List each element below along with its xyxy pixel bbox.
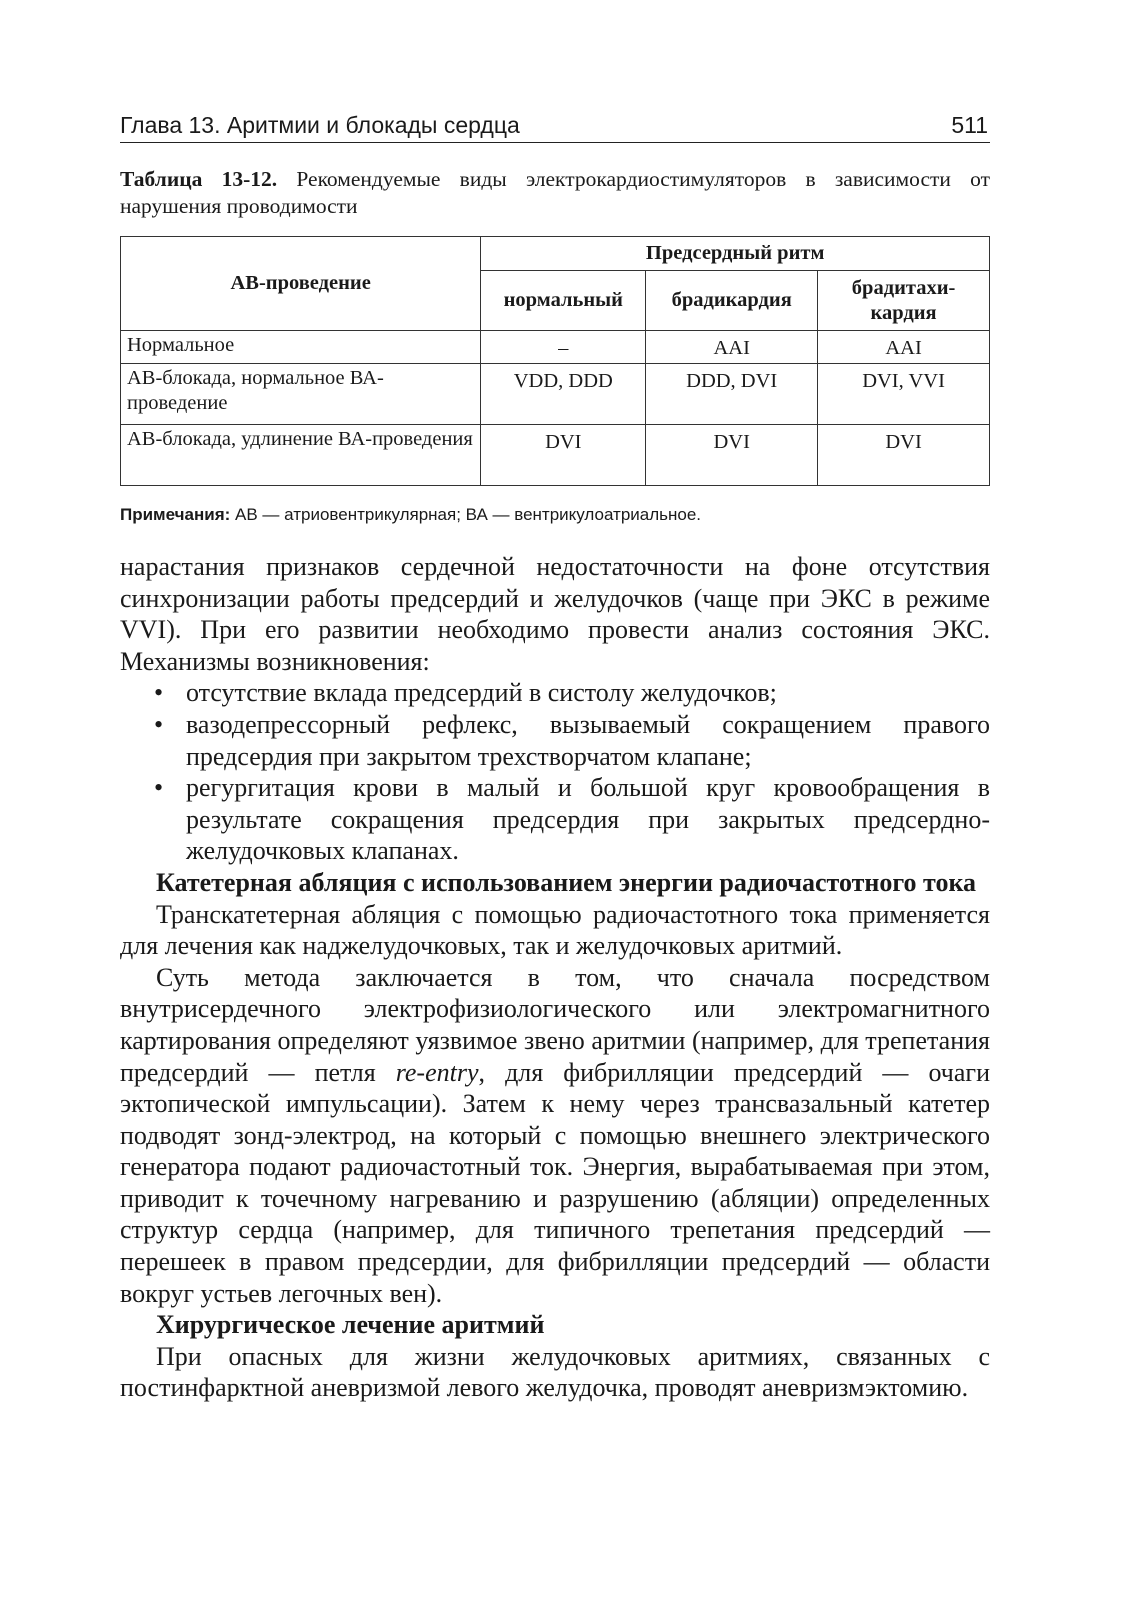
table-cell: –: [481, 331, 646, 364]
table-row: [121, 331, 990, 364]
table-cell: DVI, VVI: [818, 364, 990, 425]
list-item: [120, 772, 990, 867]
section-heading-ablation: Катетерная абляция с использованием энергии радиочастотного тока: [156, 867, 977, 897]
paragraph: нарастания признаков сердечной недостаточности на фоне отсутствия синхронизации работы предсердий и желудочков (чаще при ЭКС в режиме VVI). При его развитии необходимо провести анализ состояния ЭКС. Механизмы возникновения:: [120, 552, 990, 676]
notes-text: АВ — атриовентрикулярная; ВА — вентрикулоатриальное.: [230, 505, 702, 524]
section-heading-surgery: Хирургическое лечение аритмий: [156, 1310, 545, 1340]
bullet-icon: •: [154, 678, 164, 708]
row-label: АВ-блокада, нормальное ВА-проведение: [121, 364, 481, 425]
table-caption: [120, 166, 990, 220]
table-cell: AAI: [646, 331, 818, 364]
bullet-icon: •: [154, 709, 164, 739]
table-row: [121, 364, 990, 425]
notes-label: Примечания:: [120, 505, 231, 524]
col-av-header: АВ-проведение: [121, 237, 481, 331]
paragraph: Транскатетерная абляция с помощью радиочастотного тока применяется для лечения как наджелудочковых, так и желудочковых аритмий.: [120, 899, 990, 961]
list-item-text: вазодепрессорный рефлекс, вызываемый сокращением правого предсердия при закрытом трехстворчатом клапане;: [186, 709, 990, 771]
table-cell: DVI: [481, 425, 646, 486]
table-notes: [120, 505, 990, 525]
list-item-text: регургитация крови в малый и большой круг кровообращения в результате сокращения предсердия при закрытых предсердно-желудочковых клапанах.: [186, 773, 990, 866]
body-text: [120, 551, 990, 1404]
list-item: [120, 677, 990, 709]
table-header-row: [121, 237, 990, 271]
subcol-bradycardia: брадикардия: [646, 271, 818, 331]
paragraph: [120, 962, 990, 1310]
row-label: Нормальное: [121, 331, 481, 364]
subcol-bradytachycardia: брадитахи-кардия: [818, 271, 990, 331]
running-head: [120, 108, 990, 143]
table-caption-text: Рекомендуемые виды электрокардиостимуляторов в зависимости от нарушения проводимости: [120, 167, 990, 218]
list-item: [120, 709, 990, 772]
table-row: [121, 425, 990, 486]
table-cell: DVI: [646, 425, 818, 486]
table-caption-label: Таблица 13-12.: [120, 167, 278, 191]
table-cell: DDD, DVI: [646, 364, 818, 425]
row-label: АВ-блокада, удлинение ВА-проведения: [121, 425, 481, 486]
mechanism-list: [120, 677, 990, 867]
paragraph-text: , для фибрилляции предсердий — очаги эктопической импульсации). Затем к нему через трансвазальный катетер подводят зонд-электрод, на который с помощью внешнего электрического генератора подают радиочастотный ток. Энергия, вырабатываемая при этом, приводит к точечному нагреванию и разрушению (абляции) определенных структур сердца (например, для типичного трепетания предсердий — перешеек в правом предсердии, для фибрилляции предсердий — области вокруг устьев легочных вен).: [120, 1057, 990, 1308]
table-cell: DVI: [818, 425, 990, 486]
pacemaker-table: [120, 236, 990, 486]
italic-term: re-entry: [395, 1057, 479, 1087]
paragraph: При опасных для жизни желудочковых аритмиях, связанных с постинфарктной аневризмой левого желудочка, проводят аневризмэктомию.: [120, 1341, 990, 1403]
list-item-text: отсутствие вклада предсердий в систолу желудочков;: [186, 678, 777, 708]
subcol-normal: нормальный: [481, 271, 646, 331]
col-group-header: Предсердный ритм: [481, 237, 990, 271]
page-number: 511: [951, 112, 988, 138]
chapter-title: Глава 13. Аритмии и блокады сердца: [120, 112, 520, 138]
table-cell: AAI: [818, 331, 990, 364]
paragraph-text: Суть метода заключается в том, что сначала посредством внутрисердечного электрофизиологического или электромагнитного картирования определяют уязвимое звено аритмии (например, для трепетания предсердий — петля: [120, 962, 990, 1087]
bullet-icon: •: [154, 773, 164, 803]
table-cell: VDD, DDD: [481, 364, 646, 425]
